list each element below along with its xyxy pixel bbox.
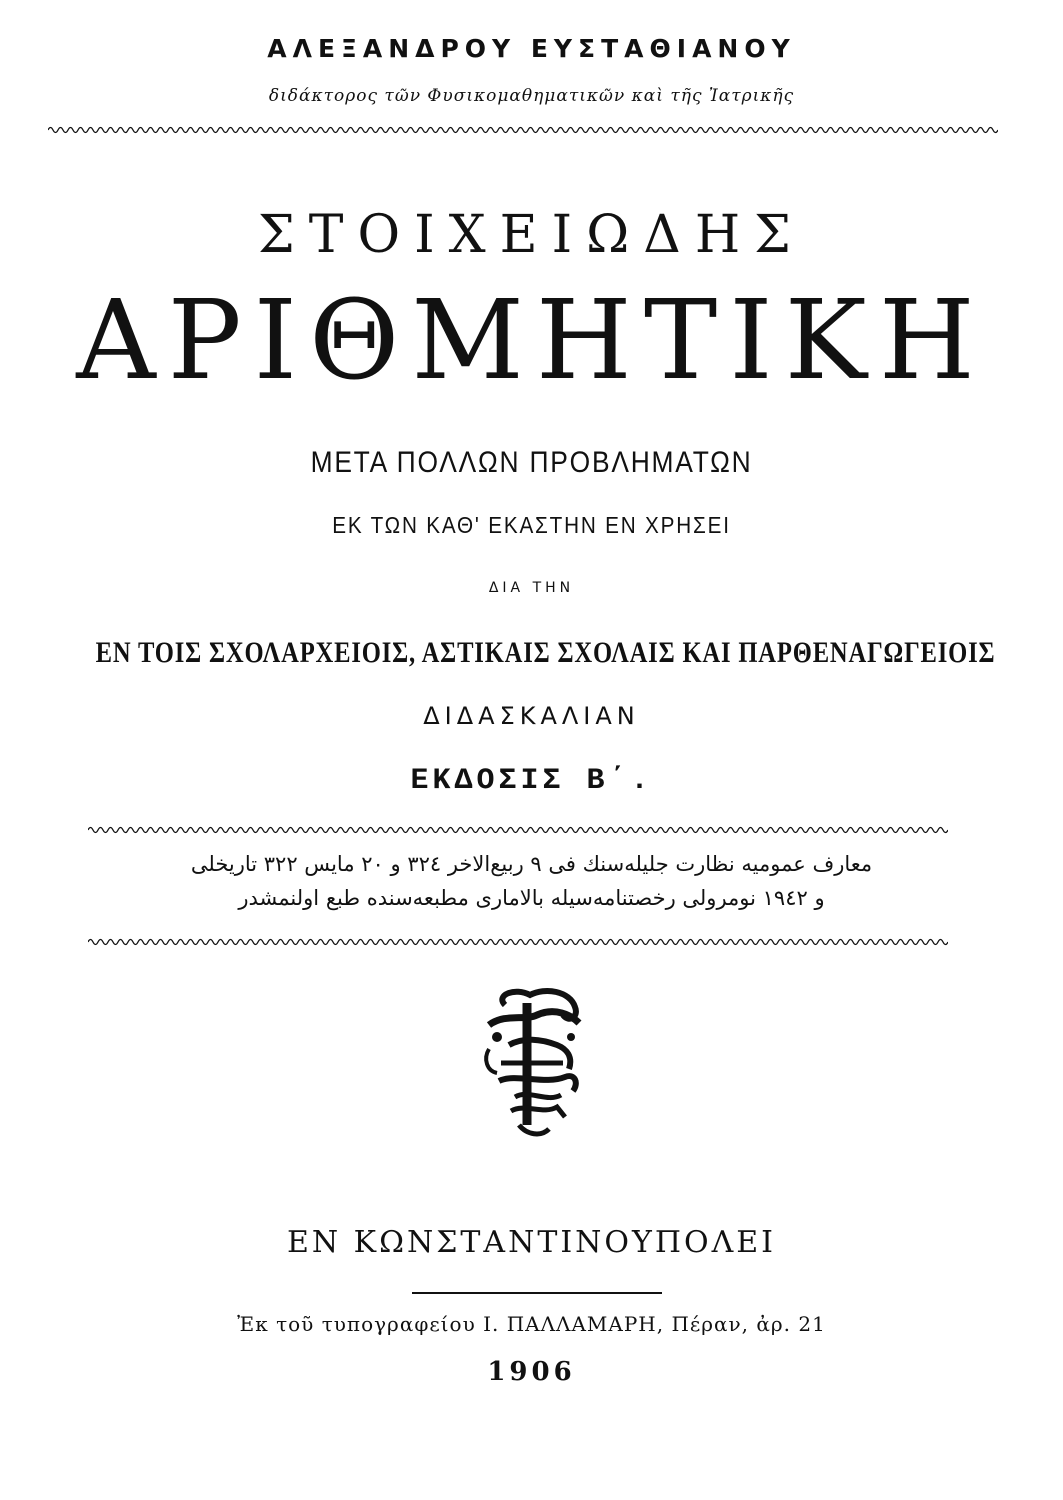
approval-line-2: و ۱۹٤۲ نومرولی رخصتنامه‌سیله بالاماری مطبعه‌سنده طبع اولنمشدر (238, 886, 825, 910)
printer-monogram-emblem-icon (475, 985, 590, 1140)
subtitle-line-1: ΜΕΤΑ ΠΟΛΛΩΝ ΠΡΟΒΛΗΜΑΤΩΝ (310, 446, 753, 479)
imprint-rule (412, 1292, 662, 1294)
wavy-divider-middle (88, 824, 948, 836)
title-line-1: ΣΤΟΙΧΕΙΩΔΗΣ (258, 205, 805, 265)
wavy-divider-top (48, 124, 998, 136)
author-credentials: διδάκτορος τῶν Φυσικομαθηματικῶν καὶ τῆς Ἰατρικῆς (268, 86, 795, 106)
edition-label: ΕΚΔΟΣΙΣ Β΄. (410, 764, 653, 798)
subtitle-teaching: ΔΙΔΑΣΚΑΛΙΑΝ (423, 702, 640, 730)
subtitle-schools: ΕΝ ΤΟΙΣ ΣΧΟΛΑΡΧΕΙΟΙΣ, ΑΣΤΙΚΑΙΣ ΣΧΟΛΑΙΣ ΚΑΙ ΠΑΡΘΕΝΑΓΩΓΕΙΟΙΣ (95, 636, 996, 669)
title-line-2: ΑΡΙΘΜΗΤΙΚΗ (76, 276, 987, 404)
author-name: ΑΛΕΞΑΝΔΡΟΥ ΕΥΣΤΑΘΙΑΝΟΥ (267, 34, 796, 63)
subtitle-dia: ΔΙΑ ΤΗΝ (488, 580, 575, 596)
imprint-city: ΕΝ ΚΩΝΣΤΑΝΤΙΝΟΥΠΟΛΕΙ (286, 1225, 777, 1260)
imprint-year: 1906 (487, 1357, 576, 1387)
imprint-printer: Ἐκ τοῦ τυπογραφείου Ι. ΠΑΛΛΑΜΑΡΗ, Πέραν, ἀρ. 21 (237, 1312, 826, 1336)
wavy-divider-bottom (88, 936, 948, 948)
subtitle-line-2: ΕΚ ΤΩΝ ΚΑΘ' ΕΚΑΣΤΗΝ ΕΝ ΧΡΗΣΕΙ (332, 512, 731, 538)
approval-line-1: معارف عمومیه نظارت جلیله‌سنك فی ۹ ربیع‌الاخر ۳۲٤ و ۲۰ مایس ۳۲۲ تاریخلی (190, 852, 873, 876)
